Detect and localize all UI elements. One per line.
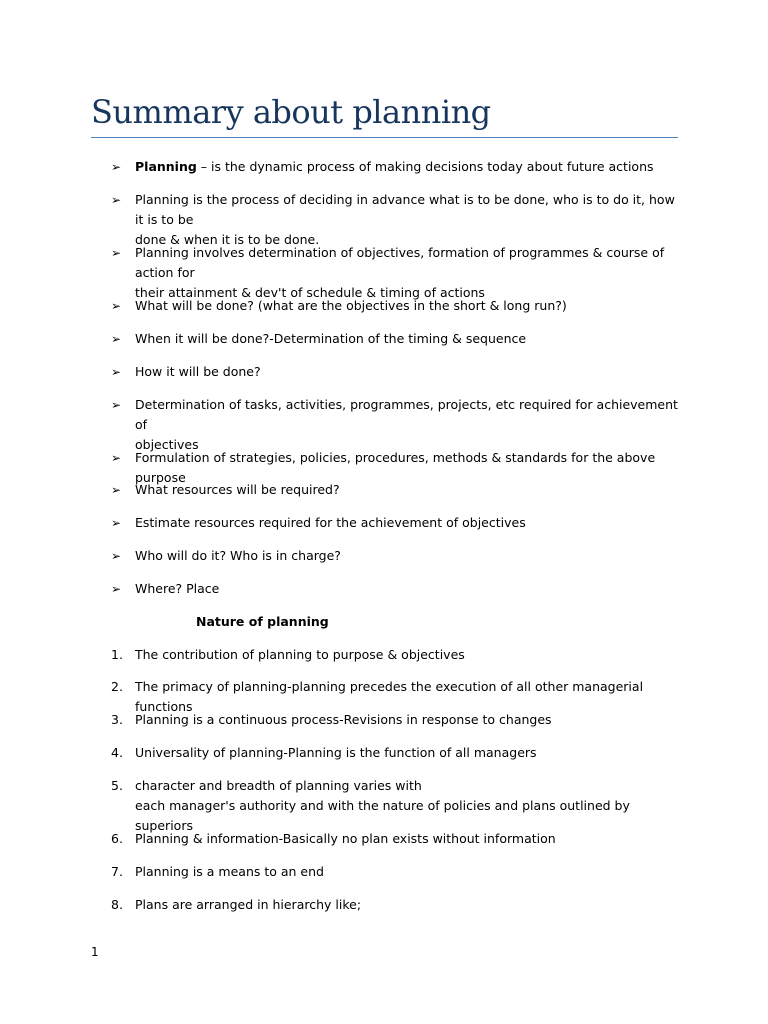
- item-text: Planning & information-Basically no plan exists without information: [135, 831, 556, 846]
- bullet-text: Formulation of strategies, policies, procedures, methods & standards for the above purpose: [135, 450, 656, 485]
- numbered-item: [111, 776, 680, 836]
- page-number: 1: [91, 945, 99, 959]
- bullet-item: [111, 190, 680, 250]
- bullet-text-line2: their attainment & dev't of schedule & timing of actions: [135, 285, 485, 300]
- arrow-bullet-icon: ➢: [111, 160, 122, 174]
- bullet-item: [111, 329, 680, 349]
- bullet-item: [111, 513, 680, 533]
- item-number: 1.: [111, 647, 123, 662]
- bullet-item: [111, 157, 680, 177]
- bullet-text: Estimate resources required for the achievement of objectives: [135, 515, 526, 530]
- bullet-text: When it will be done?-Determination of the timing & sequence: [135, 331, 527, 346]
- numbered-item: [111, 710, 680, 730]
- arrow-bullet-icon: ➢: [111, 582, 122, 596]
- item-text: Planning is a continuous process-Revisions in response to changes: [135, 712, 552, 727]
- item-number: 7.: [111, 864, 123, 879]
- arrow-bullet-icon: ➢: [111, 549, 122, 563]
- arrow-bullet-icon: ➢: [111, 332, 122, 346]
- bullet-item: [111, 579, 680, 599]
- numbered-item: [111, 895, 680, 915]
- bullet-item: [111, 546, 680, 566]
- bullet-text-line2: objectives: [135, 437, 199, 452]
- arrow-bullet-icon: ➢: [111, 246, 122, 260]
- arrow-bullet-icon: ➢: [111, 299, 122, 313]
- bullet-text: What will be done? (what are the objectives in the short & long run?): [135, 298, 567, 313]
- arrow-bullet-icon: ➢: [111, 483, 122, 497]
- item-text: Plans are arranged in hierarchy like;: [135, 897, 362, 912]
- item-text: The contribution of planning to purpose & objectives: [135, 647, 465, 662]
- bullet-bold-term: Planning: [135, 159, 197, 174]
- item-number: 8.: [111, 897, 123, 912]
- bullet-text-line1: Determination of tasks, activities, programmes, projects, etc required for achievement of: [135, 397, 678, 432]
- arrow-bullet-icon: ➢: [111, 451, 122, 465]
- bullet-item: [111, 480, 680, 500]
- title-underline: [91, 137, 678, 138]
- item-text-line2: each manager's authority and with the nature of policies and plans outlined by superiors: [135, 798, 630, 833]
- arrow-bullet-icon: ➢: [111, 398, 122, 412]
- numbered-item: [111, 829, 680, 849]
- item-number: 4.: [111, 745, 123, 760]
- bullet-text-line2: done & when it is to be done.: [135, 232, 320, 247]
- bullet-text: How it will be done?: [135, 364, 261, 379]
- arrow-bullet-icon: ➢: [111, 365, 122, 379]
- item-number: 5.: [111, 778, 123, 793]
- bullet-text-line1: Planning is the process of deciding in advance what is to be done, who is to do it, how it is to be: [135, 192, 675, 227]
- item-number: 3.: [111, 712, 123, 727]
- item-text: The primacy of planning-planning precedes the execution of all other managerial functions: [135, 679, 644, 714]
- bullet-item: [111, 243, 680, 303]
- arrow-bullet-icon: ➢: [111, 516, 122, 530]
- section-heading: Nature of planning: [196, 614, 329, 629]
- item-number: 2.: [111, 679, 123, 694]
- bullet-text: – is the dynamic process of making decisions today about future actions: [196, 159, 654, 174]
- item-text-line1: character and breadth of planning varies with: [135, 778, 422, 793]
- numbered-item: [111, 645, 680, 665]
- bullet-item: [111, 395, 680, 455]
- item-number: 6.: [111, 831, 123, 846]
- bullet-text: What resources will be required?: [135, 482, 340, 497]
- bullet-text: Who will do it? Who is in charge?: [135, 548, 341, 563]
- page-title: Summary about planning: [91, 93, 491, 131]
- bullet-text-line1: Planning involves determination of objectives, formation of programmes & course of action for: [135, 245, 665, 280]
- numbered-item: [111, 862, 680, 882]
- bullet-text: Where? Place: [135, 581, 220, 596]
- bullet-item: [111, 362, 680, 382]
- item-text: Planning is a means to an end: [135, 864, 324, 879]
- bullet-item: [111, 296, 680, 316]
- numbered-item: [111, 743, 680, 763]
- arrow-bullet-icon: ➢: [111, 193, 122, 207]
- item-text: Universality of planning-Planning is the function of all managers: [135, 745, 537, 760]
